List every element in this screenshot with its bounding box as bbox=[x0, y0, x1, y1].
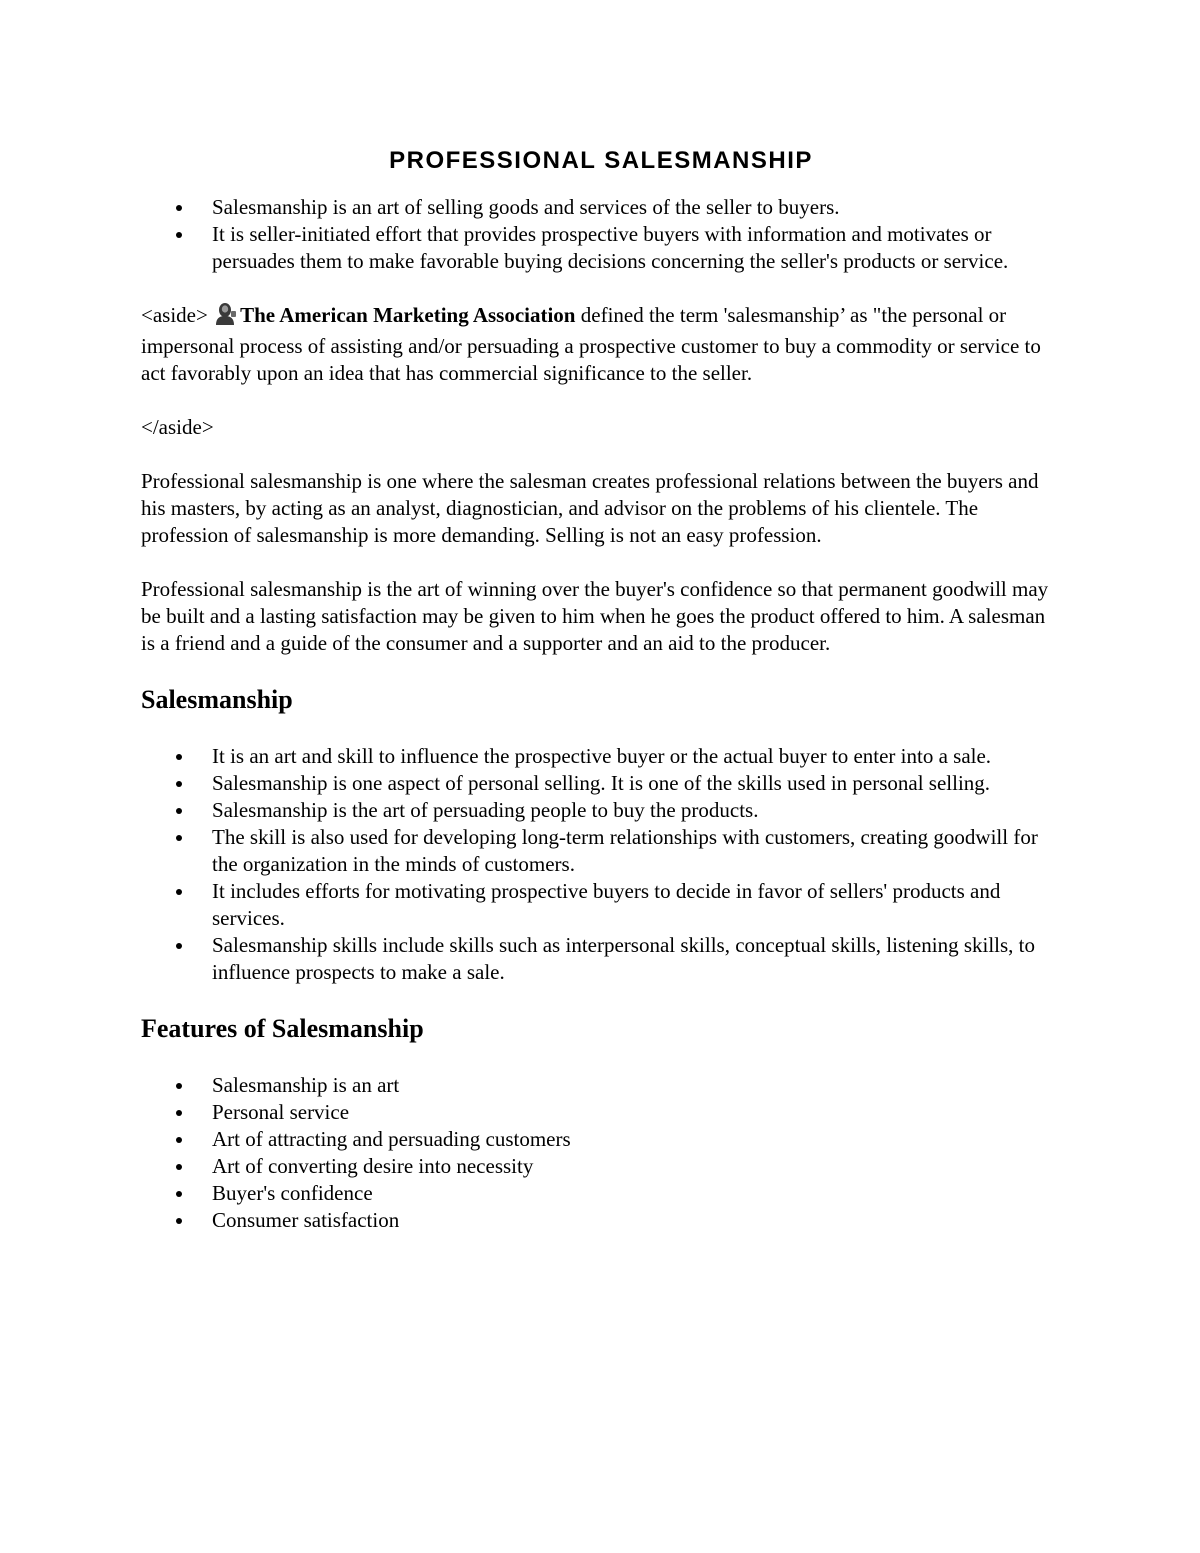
body-paragraph: Professional salesmanship is the art of winning over the buyer's confidence so that permanent goodwill may be built and a lasting satisfaction may be given to him when he goes the product offered to him. A salesman is a friend and a guide of the consumer and a supporter and an aid to the producer. bbox=[141, 577, 1049, 655]
list-item: The skill is also used for developing long-term relationships with customers, creating goodwill for the organization in the minds of customers. bbox=[212, 824, 1061, 878]
person-silhouette-icon bbox=[215, 302, 237, 333]
list-item: Art of attracting and persuading customers bbox=[212, 1126, 1061, 1153]
list-item: Salesmanship is one aspect of personal selling. It is one of the skills used in personal selling. bbox=[212, 770, 1061, 797]
list-item: Personal service bbox=[212, 1099, 1061, 1126]
list-item: Salesmanship skills include skills such as interpersonal skills, conceptual skills, listening skills, to influence prospects to make a sale. bbox=[212, 932, 1061, 986]
list-item: Salesmanship is the art of persuading people to buy the products. bbox=[212, 797, 1061, 824]
list-item: Buyer's confidence bbox=[212, 1180, 1061, 1207]
features-bullet-list bbox=[141, 1072, 1061, 1234]
list-item: It includes efforts for motivating prospective buyers to decide in favor of sellers' products and services. bbox=[212, 878, 1061, 932]
list-item: It is an art and skill to influence the prospective buyer or the actual buyer to enter into a sale. bbox=[212, 743, 1061, 770]
intro-bullet-list bbox=[141, 194, 1061, 275]
section-heading-salesmanship: Salesmanship bbox=[141, 685, 293, 714]
section-heading-features: Features of Salesmanship bbox=[141, 1014, 424, 1043]
list-item: Art of converting desire into necessity bbox=[212, 1153, 1061, 1180]
list-item: Consumer satisfaction bbox=[212, 1207, 1061, 1234]
list-item: Salesmanship is an art bbox=[212, 1072, 1061, 1099]
aside-org-name: The American Marketing Association bbox=[240, 303, 576, 327]
aside-close-tag: </aside> bbox=[141, 415, 214, 439]
list-item: Salesmanship is an art of selling goods and services of the seller to buyers. bbox=[212, 194, 1061, 221]
aside-open-tag: <aside> bbox=[141, 303, 208, 327]
list-item: It is seller-initiated effort that provides prospective buyers with information and motivates or persuades them to make favorable buying decisions concerning the seller's products or service. bbox=[212, 221, 1061, 275]
page-title: PROFESSIONAL SALESMANSHIP bbox=[389, 147, 813, 174]
aside-text: defined the term 'salesmanship’ as "the personal or impersonal process of assisting and/or persuading a prospective customer to buy a commodity or service to act favorably upon an idea that has commercial significance to the seller. bbox=[141, 303, 1041, 385]
aside-block bbox=[141, 302, 1061, 387]
salesmanship-bullet-list bbox=[141, 743, 1061, 986]
body-paragraph: Professional salesmanship is one where the salesman creates professional relations between the buyers and his masters, by acting as an analyst, diagnostician, and advisor on the problems of his clientele. The profession of salesmanship is more demanding. Selling is not an easy profession. bbox=[141, 469, 1039, 547]
document-body bbox=[141, 146, 1061, 1234]
